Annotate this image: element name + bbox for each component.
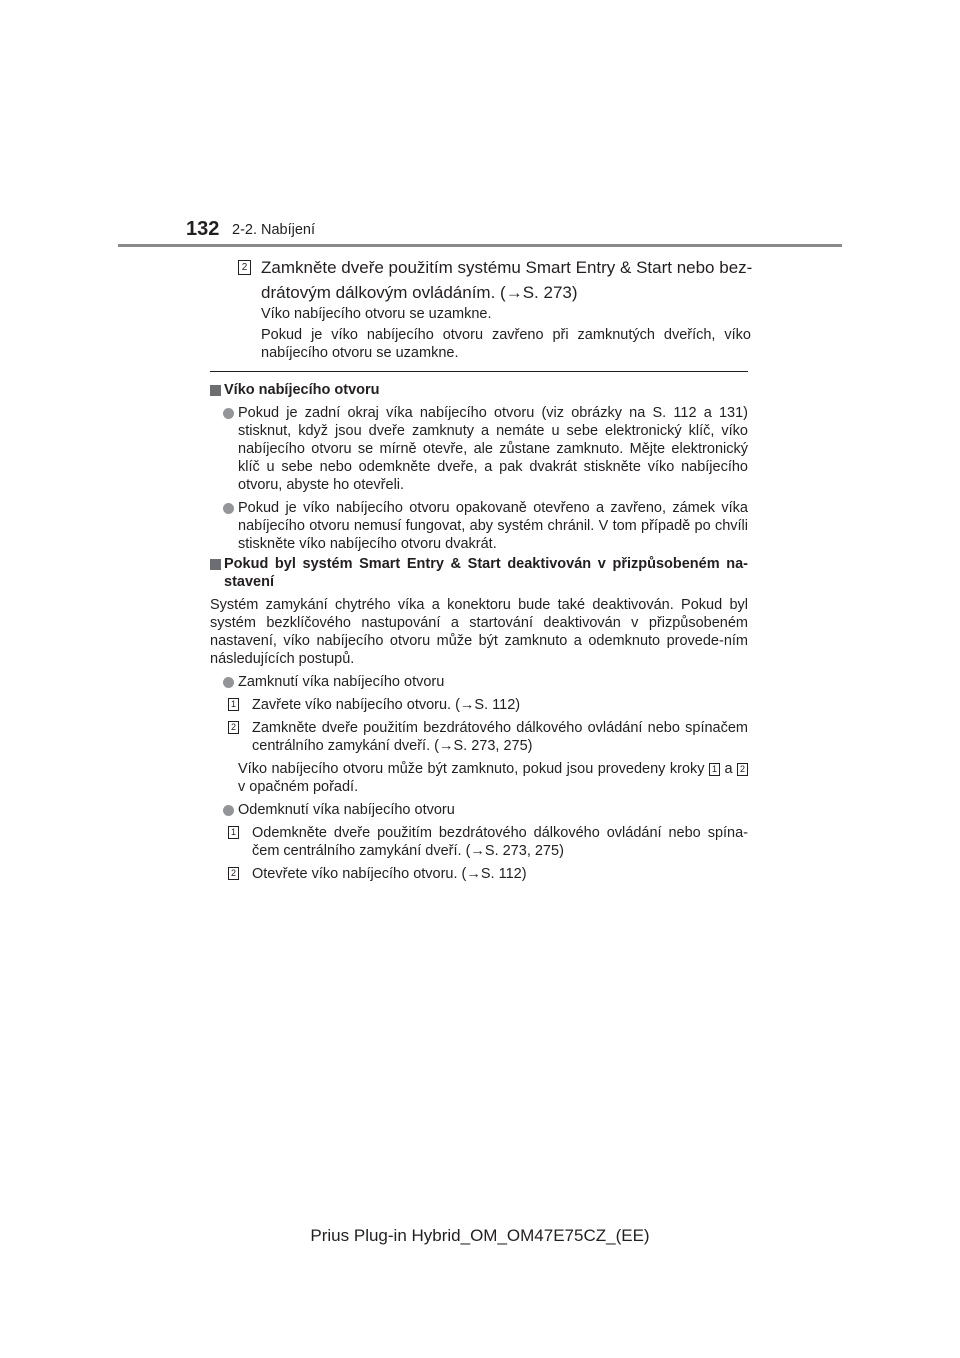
step-note-1: Víko nabíjecího otvoru se uzamkne. xyxy=(261,306,492,322)
bullet-dot-icon xyxy=(223,408,234,419)
bullet-dot-icon xyxy=(223,503,234,514)
step-number-box: 1 xyxy=(709,763,720,776)
lock-note xyxy=(210,760,748,796)
step-number-box: 1 xyxy=(228,698,239,711)
step-text: Otevřete víko nabíjecího otvoru. (→S. 112) xyxy=(252,866,527,882)
step-text: Zamkněte dveře použitím systému Smart Entry & Start nebo bez-drátovým dálkovým ovládáním. (→S. 273) xyxy=(261,258,753,302)
step-lock-doors xyxy=(238,255,758,305)
document-footer: Prius Plug-in Hybrid_OM_OM47E75CZ_(EE) xyxy=(310,1226,650,1245)
section-heading: Víko nabíjecího otvoru xyxy=(224,382,380,398)
note-text: v opačném pořadí. xyxy=(238,779,359,795)
section-divider xyxy=(210,371,748,372)
bullet-text: Odemknutí víka nabíjecího otvoru xyxy=(238,802,455,818)
square-bullet-icon xyxy=(210,385,221,396)
section-charging-lid xyxy=(210,381,748,553)
bullet-text: Pokud je víko nabíjecího otvoru opakovaně otevřeno a zavřeno, zámek víka nabíjecího otvoru nemusí fungovat, aby systém chránil. V tom případě po chvíli stiskněte víko nabíjecího otvoru dvakrát. xyxy=(238,500,748,552)
step-text: Zavřete víko nabíjecího otvoru. (→S. 112) xyxy=(252,697,521,713)
step-number-box: 2 xyxy=(238,260,251,275)
page-number: 132 xyxy=(186,218,220,240)
bullet-text: Pokud je zadní okraj víka nabíjecího otvoru (viz obrázky na S. 112 a 131) stisknut, když jsou dveře zamknuty a nemáte u sebe elektronický klíč, víko nabíjecího otvoru se mírně otevře, ale zůstane zamknuto. Mějte elektronický klíč u sebe nebo odemkněte dveře, a pak dvakrát stiskněte víko nabíjecího otvoru, abyste ho otevřeli. xyxy=(238,405,748,493)
note-text: Víko nabíjecího otvoru může být zamknuto, pokud jsou provedeny kroky xyxy=(238,761,705,777)
bullet-dot-icon xyxy=(223,805,234,816)
square-bullet-icon xyxy=(210,559,221,570)
step-text: Zamkněte dveře použitím bezdrátového dálkového ovládání nebo spínačem centrálního zamykání dveří. (→S. 273, 275) xyxy=(252,720,748,754)
step-number-box: 1 xyxy=(228,826,239,839)
bullet-text: Zamknutí víka nabíjecího otvoru xyxy=(238,674,445,690)
step-number-box: 2 xyxy=(737,763,748,776)
section-title: 2-2. Nabíjení xyxy=(232,222,316,238)
header-divider xyxy=(118,244,842,247)
bullet-dot-icon xyxy=(223,677,234,688)
step-number-box: 2 xyxy=(228,867,239,880)
section-intro: Systém zamykání chytrého víka a konektoru bude také deaktivován. Pokud byl systém bezklíčového nastupování a startování deaktivován v přizpůsobeném nastavení, víko nabíjecího otvoru může být zamknuto a odemknuto provede-ním následujících postupů. xyxy=(210,597,748,667)
section-smart-entry-disabled xyxy=(210,555,748,883)
step-text: Odemkněte dveře použitím bezdrátového dálkového ovládání nebo spína-čem centrálního zamykání dveří. (→S. 273, 275) xyxy=(252,825,748,859)
section-heading: Pokud byl systém Smart Entry & Start deaktivován v přizpůsobeném na-stavení xyxy=(224,556,748,590)
step-number-box: 2 xyxy=(228,721,239,734)
note-text: a xyxy=(724,761,733,777)
step-note-2: Pokud je víko nabíjecího otvoru zavřeno při zamknutých dveřích, víko nabíjecího otvoru se uzamkne. xyxy=(261,327,751,361)
